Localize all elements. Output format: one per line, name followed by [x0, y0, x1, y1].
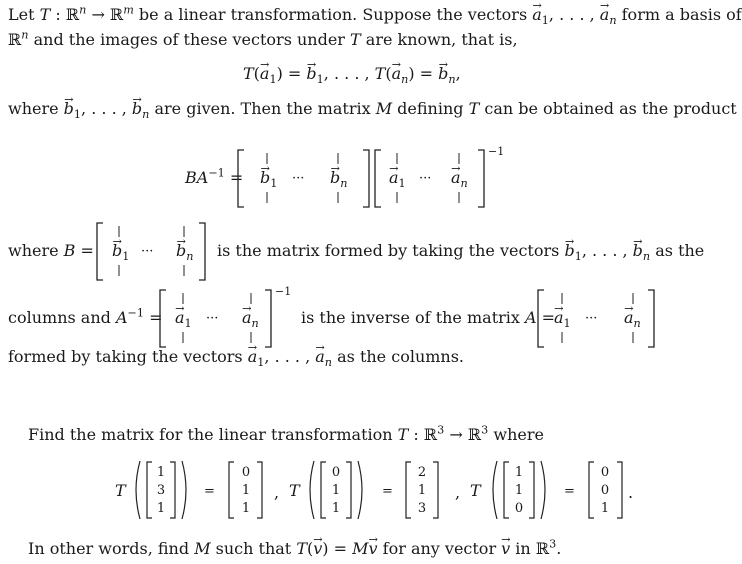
- output-vector-3: [596, 464, 614, 518]
- product-bn: → $b_n$: [330, 170, 347, 186]
- product-a1: → $a_1$: [389, 170, 406, 186]
- question-line-1: Find the matrix for the linear transformation T : ℝ$^3$ → ℝ$^3$ where: [28, 423, 544, 444]
- t-label-2: T: [289, 481, 300, 500]
- vector-entry: 2: [417, 465, 427, 480]
- columns-prefix: columns and $A^{-1}$ =: [8, 306, 163, 327]
- where-b-suffix: is the matrix formed by taking the vectors → $b_1$, . . . , → $b_n$ as the: [217, 243, 704, 259]
- vector-entry: 1: [514, 465, 524, 480]
- input-vector-1: [153, 464, 169, 518]
- vector-entry: 3: [156, 483, 166, 498]
- a-inverse-exponent: −1: [275, 285, 292, 298]
- a-matrix-a1: → $a_1$: [554, 310, 571, 326]
- input-vector-2: [327, 464, 345, 518]
- equals-sign-2: =: [382, 484, 393, 499]
- vector-entry: 0: [600, 483, 610, 498]
- final-period: .: [628, 483, 634, 502]
- product-inverse-exponent: −1: [488, 145, 505, 158]
- t-label-1: T: [115, 481, 126, 500]
- a-matrix-an: → $a_n$: [624, 310, 641, 326]
- vector-entry: 0: [600, 465, 610, 480]
- vector-entry: 1: [417, 483, 427, 498]
- images-equation: $T(\to a_1)$ = → $b_1$, . . . , $T(\to a_n)$ = → $b_n$,: [243, 66, 461, 82]
- intro-line-2: ℝ$^n$ and the images of these vectors under T are known, that is,: [8, 28, 518, 49]
- columns-middle: is the inverse of the matrix A =: [301, 308, 556, 327]
- product-lhs: $BA^{-1}$ =: [185, 166, 244, 187]
- vector-entry: 0: [241, 465, 251, 480]
- b-matrix-b1: → $b_1$: [112, 243, 129, 259]
- vector-entry: 1: [241, 483, 251, 498]
- vector-entry: 1: [241, 501, 251, 516]
- vector-entry: 0: [331, 465, 341, 480]
- b-matrix-dots: ···: [141, 244, 154, 259]
- vector-entry: 1: [514, 483, 524, 498]
- b-matrix-bn: → $b_n$: [176, 243, 193, 259]
- a-inverse-a1: → $a_1$: [175, 310, 192, 326]
- output-vector-1: [237, 464, 255, 518]
- vector-entry: 1: [156, 501, 166, 516]
- product-b1: → $b_1$: [260, 170, 277, 186]
- vector-entry: 1: [600, 501, 610, 516]
- equals-sign-1: =: [204, 484, 215, 499]
- vector-entry: 3: [417, 501, 427, 516]
- separator-comma-2: ,: [455, 483, 461, 502]
- intro-line-3: where → $b_1$, . . . , → $b_n$ are given. Then the matrix M defining T can be obtained as the product: [8, 101, 737, 117]
- a-inverse-an: → $a_n$: [242, 310, 259, 326]
- t-label-3: T: [470, 481, 481, 500]
- a-inverse-dots: ···: [206, 311, 219, 326]
- vector-entry: 1: [331, 501, 341, 516]
- equals-sign-3: =: [564, 484, 575, 499]
- separator-comma-1: ,: [274, 483, 280, 502]
- vector-entry: 1: [331, 483, 341, 498]
- intro-line-1: Let T : ℝ$^n$ → ℝ$^m$ be a linear transformation. Suppose the vectors → $a_1$, . . . , → $a_n$ form a basis of: [8, 7, 742, 23]
- output-vector-2: [413, 464, 431, 518]
- where-b-prefix: where B =: [8, 241, 94, 260]
- question-last-line: In other words, find M such that T(→ v) = M→ v for any vector → v in ℝ$^3$.: [28, 541, 561, 557]
- product-dots-2: ···: [419, 171, 432, 186]
- product-dots-1: ···: [292, 171, 305, 186]
- vector-entry: 0: [514, 501, 524, 516]
- formed-line: formed by taking the vectors → $a_1$, . . . , → $a_n$ as the columns.: [8, 349, 464, 365]
- a-matrix-dots: ···: [585, 311, 598, 326]
- product-an: → $a_n$: [451, 170, 468, 186]
- input-vector-3: [510, 464, 528, 518]
- vector-entry: 1: [156, 465, 166, 480]
